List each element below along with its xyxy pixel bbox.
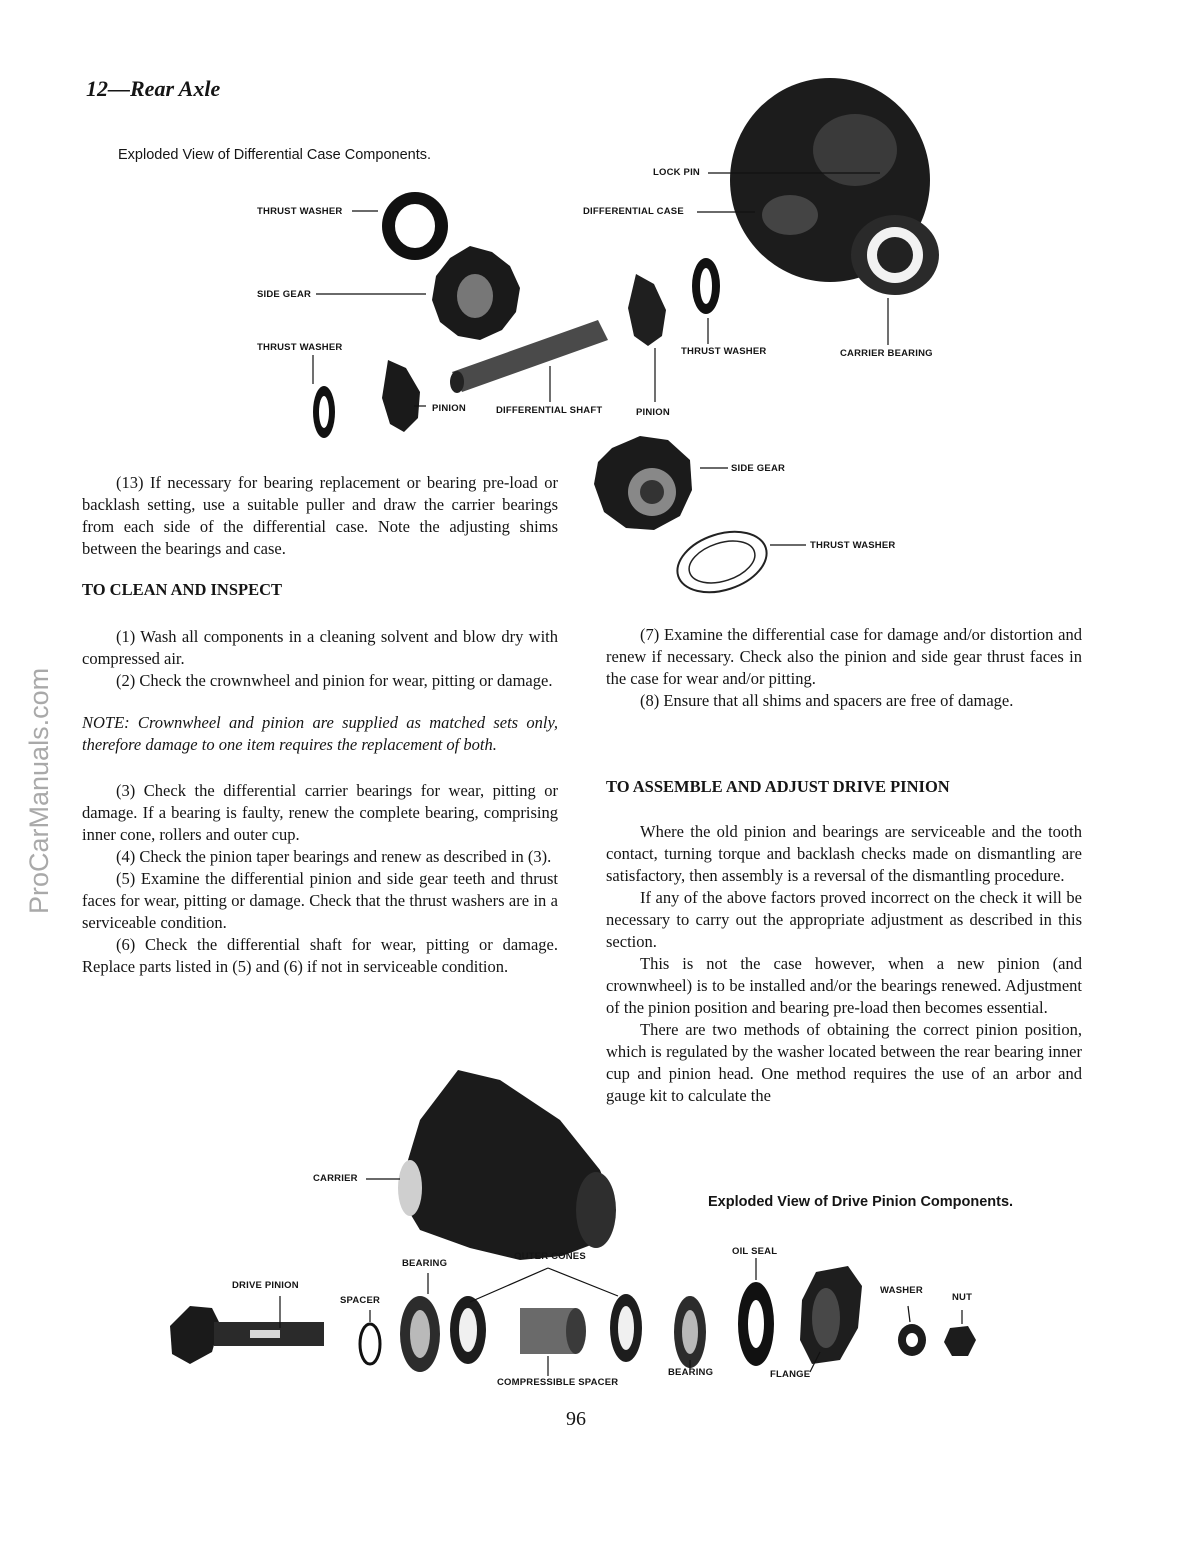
paragraph-a: Where the old pinion and bearings are serviceable and the tooth contact, turning torque and backlash checks made on dismantling are satisfactory, then assembly is a reversal of the dismantling procedure.: [606, 822, 1082, 885]
paragraph-2: (2) Check the crownwheel and pinion for wear, pitting or damage.: [116, 671, 553, 690]
paragraph-8: (8) Ensure that all shims and spacers are free of damage.: [640, 691, 1014, 710]
drive-pinion-illustration: [0, 1060, 1186, 1400]
label-carrier-bearing: CARRIER BEARING: [840, 348, 933, 359]
page-number: 96: [566, 1408, 586, 1430]
label-washer: WASHER: [880, 1285, 923, 1296]
side-gear-part: [432, 246, 520, 340]
label-lock-pin: LOCK PIN: [653, 167, 700, 178]
pinion-right-part: [628, 274, 666, 346]
label-compressible-spacer: COMPRESSIBLE SPACER: [497, 1377, 619, 1388]
nut-part: [944, 1326, 976, 1356]
label-pinion-left: PINION: [432, 403, 466, 414]
left-column: [82, 472, 558, 560]
bearing-top-part: [400, 1296, 440, 1372]
paragraph-3: (3) Check the differential carrier bearings for wear, pitting or damage. If a bearing is faulty, renew the complete bearing, comprising inner cone, rollers and outer cup.: [82, 781, 558, 844]
label-carrier: CARRIER: [313, 1173, 358, 1184]
thrust-washer-top-part: [382, 192, 448, 260]
figure1-caption: Exploded View of Differential Case Components.: [118, 147, 432, 163]
label-bearing-top: BEARING: [402, 1258, 448, 1269]
thrust-washer-left-part: [313, 386, 335, 438]
clean-inspect-steps: [82, 626, 558, 978]
paragraph-4: (4) Check the pinion taper bearings and renew as described in (3).: [116, 847, 552, 866]
washer-part: [898, 1324, 926, 1356]
paragraph-b: If any of the above factors proved incorrect on the check it will be necessary to carry out the appropriate adjustment as described in this section.: [606, 888, 1082, 951]
label-thrust-washer-left: THRUST WASHER: [257, 342, 343, 353]
label-spacer: SPACER: [340, 1295, 381, 1306]
paragraph-c: This is not the case however, when a new pinion (and crownwheel) is to be installed and/or the bearings renewed. Adjustment of the pinion position and bearing pre-load then becomes essential.: [606, 954, 1082, 1017]
pinion-left-part: [382, 360, 420, 432]
page-header: 12—Rear Axle: [86, 76, 221, 101]
label-side-gear-right: SIDE GEAR: [731, 463, 786, 474]
label-thrust-washer-bottom: THRUST WASHER: [810, 540, 896, 551]
paragraph-7: (7) Examine the differential case for damage and/or distortion and renew if necessary. Check also the pinion and side gear thrust faces in the case for wear and/or pitting.: [606, 625, 1082, 688]
carrier-part: [398, 1070, 616, 1260]
compressible-spacer-part: [520, 1308, 586, 1354]
thrust-washer-bottom-part: [670, 521, 775, 603]
outer-cone-right-part: [610, 1294, 642, 1362]
label-bearing-bottom: BEARING: [668, 1367, 714, 1378]
figure2-caption: Exploded View of Drive Pinion Components.: [708, 1194, 1014, 1210]
note-crownwheel: NOTE: Crownwheel and pinion are supplied as matched sets only, therefore damage to one item requires the replacement of both.: [82, 713, 558, 754]
label-oil-seal: OIL SEAL: [732, 1246, 778, 1257]
side-gear-lower-part: [594, 436, 692, 530]
heading-clean-inspect: TO CLEAN AND INSPECT: [82, 580, 283, 599]
watermark: ProCarManuals.com: [24, 667, 54, 914]
label-side-gear-left: SIDE GEAR: [257, 289, 312, 300]
heading-assemble-adjust: TO ASSEMBLE AND ADJUST DRIVE PINION: [606, 777, 950, 796]
paragraph-5: (5) Examine the differential pinion and side gear teeth and thrust faces for wear, pitting or damage. Check that the thrust washers are in a serviceable condition.: [82, 869, 558, 932]
flange-part: [800, 1266, 862, 1364]
label-outer-cones: OUTER CONES: [514, 1251, 586, 1262]
paragraph-d: There are two methods of obtaining the correct pinion position, which is regulated by the washer located between the rear bearing inner cup and pinion head. One method requires the use of an arbor and gauge kit to calculate the: [606, 1020, 1082, 1105]
paragraph-13: (13) If necessary for bearing replacement or bearing pre-load or backlash setting, use a suitable puller and draw the carrier bearings from each side of the differential case. Note the adjusting shims between the bearings and case.: [82, 473, 558, 558]
label-differential-shaft: DIFFERENTIAL SHAFT: [496, 405, 603, 416]
right-column: [606, 624, 1082, 712]
differential-case-part: [730, 78, 939, 295]
label-nut: NUT: [952, 1292, 973, 1303]
thrust-washer-mid-part: [692, 258, 720, 314]
spacer-part: [360, 1324, 380, 1364]
label-differential-case: DIFFERENTIAL CASE: [583, 206, 684, 217]
label-pinion-right: PINION: [636, 407, 670, 418]
paragraph-6: (6) Check the differential shaft for wear, pitting or damage. Replace parts listed in (5) and (6) if not in serviceable condition.: [82, 935, 558, 976]
label-thrust-washer-top: THRUST WASHER: [257, 206, 343, 217]
drive-pinion-part: [170, 1306, 324, 1364]
label-thrust-washer-mid: THRUST WASHER: [681, 346, 767, 357]
oil-seal-part: [738, 1282, 774, 1366]
outer-cone-left-part: [450, 1296, 486, 1364]
paragraph-1: (1) Wash all components in a cleaning solvent and blow dry with compressed air.: [82, 627, 558, 668]
label-flange: FLANGE: [770, 1369, 811, 1380]
label-drive-pinion: DRIVE PINION: [232, 1280, 299, 1291]
bearing-bottom-part: [674, 1296, 706, 1368]
